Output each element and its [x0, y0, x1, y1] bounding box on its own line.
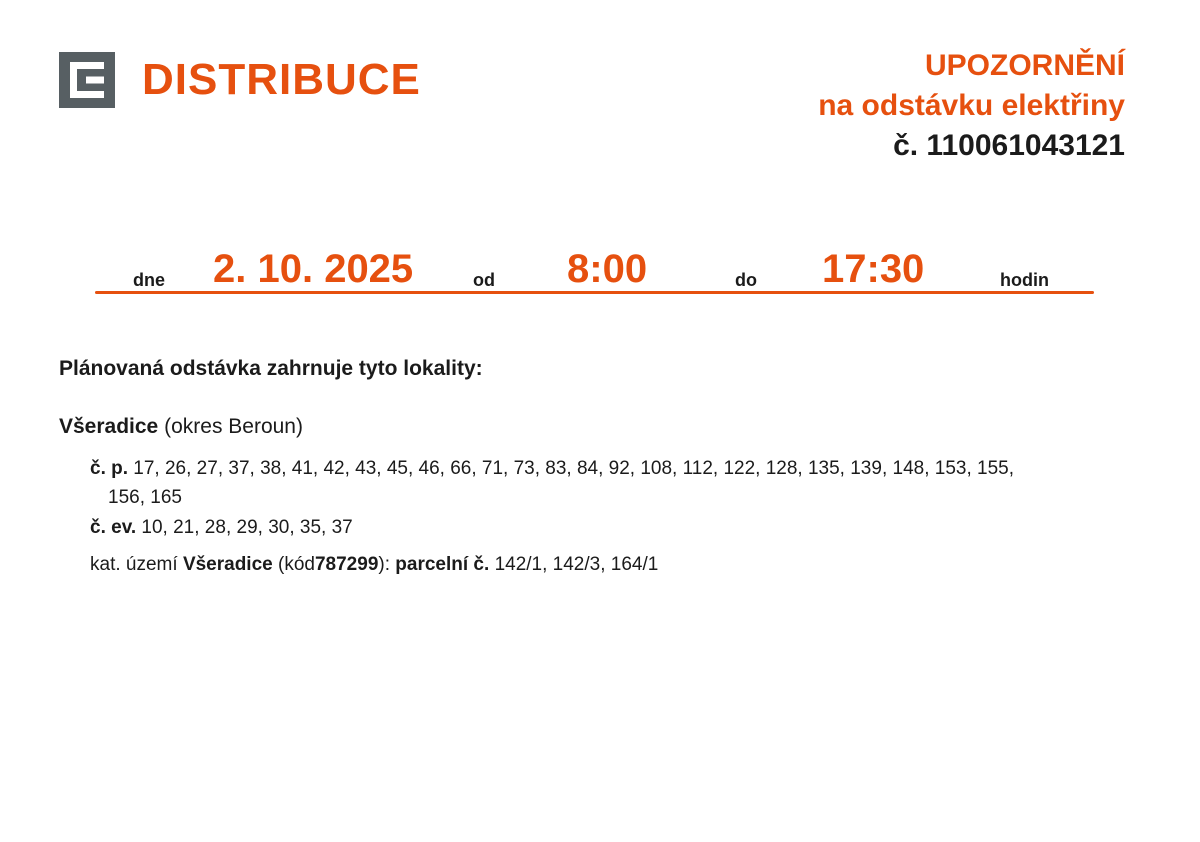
to-time: 17:30 [822, 247, 925, 291]
cadastral-name: Všeradice [182, 554, 273, 575]
evidence-numbers: 10, 21, 28, 29, 30, 35, 37 [141, 517, 353, 538]
cadastral-code-prefix: (kód [278, 554, 315, 575]
schedule-divider [95, 291, 1094, 294]
notice-title: UPOZORNĚNÍ [924, 49, 1125, 82]
from-label: od [473, 270, 495, 290]
parcel-label: parcelní č. [395, 554, 490, 575]
localities-heading: Plánovaná odstávka zahrnuje tyto lokality: [59, 357, 483, 380]
location-line [59, 414, 1165, 440]
notice-subtitle: na odstávku elektřiny [818, 89, 1125, 122]
parcel-numbers: 142/1, 142/3, 164/1 [494, 554, 659, 575]
location-details [90, 454, 1165, 579]
localities-section [59, 356, 1165, 579]
cadastral-code: 787299 [314, 554, 379, 575]
evidence-numbers-line [90, 513, 1165, 542]
date-label: dne [133, 270, 166, 290]
cadastral-line [90, 550, 1165, 579]
notice-header [818, 46, 1125, 166]
cadastral-prefix: kat. území [90, 554, 178, 575]
cez-logo-icon [59, 52, 115, 108]
cez-distribuce-logo [59, 52, 421, 108]
location-district: (okres Beroun) [164, 415, 303, 438]
logo-wordmark: DISTRIBUCE [142, 55, 421, 104]
cadastral-code-suffix: ): [378, 554, 390, 575]
location-name: Všeradice [59, 415, 159, 438]
house-numbers-part2: 156, 165 [108, 487, 182, 508]
notice-number: č. 110061043121 [893, 129, 1125, 162]
house-numbers-part1: 17, 26, 27, 37, 38, 41, 42, 43, 45, 46, 66, 71, 73, 83, 84, 92, 108, 112, 122, 128, 135, 139, 148, 153, 155, [133, 458, 1014, 479]
hours-label: hodin [1000, 270, 1049, 290]
schedule-row [95, 247, 1094, 289]
to-label: do [735, 270, 757, 290]
from-time: 8:00 [567, 247, 648, 291]
house-numbers-label: č. p. [90, 458, 129, 479]
evidence-numbers-label: č. ev. [90, 517, 137, 538]
house-numbers-line [90, 454, 1165, 512]
outage-date: 2. 10. 2025 [213, 247, 414, 291]
